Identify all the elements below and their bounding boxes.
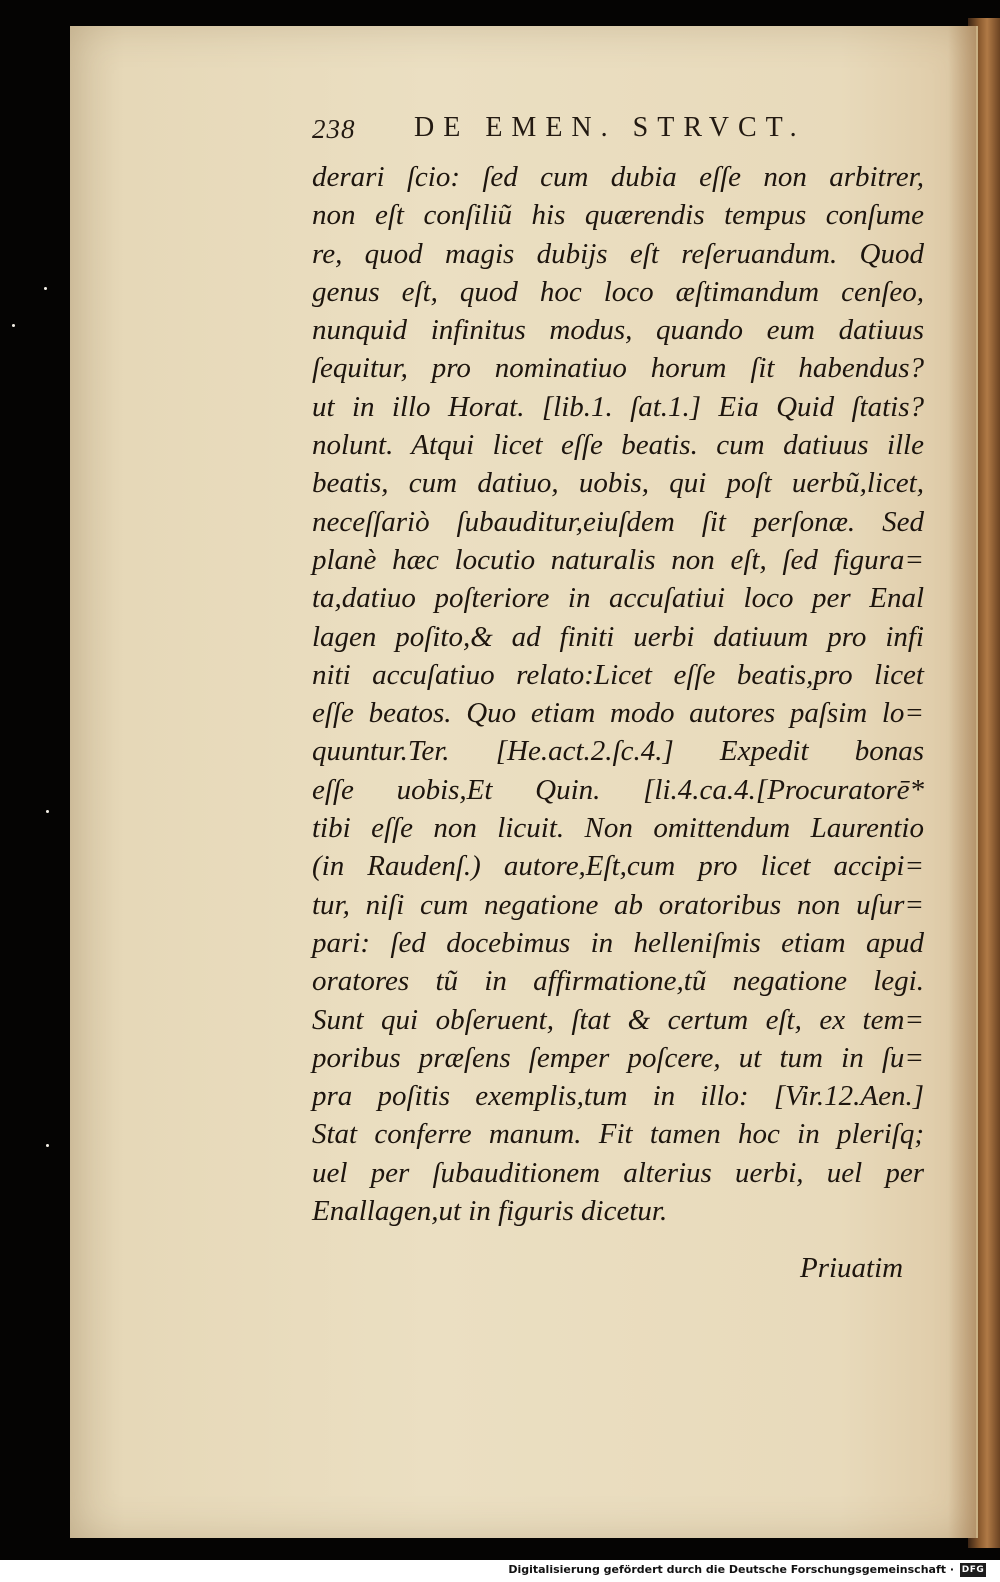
text-line: quuntur.Ter. [He.act.2.ſc.4.] Expedit bonas: [312, 735, 924, 768]
text-line: tibi eſſe non licuit. Non omittendum Laurentio: [312, 812, 924, 845]
dust-speck: [46, 810, 49, 813]
text-line: pari: ſed docebimus in helleniſmis etiam apud: [312, 926, 924, 959]
running-title: DE EMEN. STRVCT.: [414, 112, 806, 143]
text-line: Enallagen,ut in figuris dicetur.: [312, 1195, 668, 1228]
text-line: nolunt. Atqui licet eſſe beatis. cum datiuus ille: [312, 429, 924, 462]
text-line: nunquid infinitus modus, quando eum datiuus: [312, 314, 924, 347]
body-text: [312, 158, 924, 1230]
text-line: ſequitur, pro nominatiuo horum ſit habendus?: [312, 352, 924, 385]
text-line: Sunt qui obſeruent, ſtat & certum eſt, ex tem=: [312, 1003, 924, 1036]
text-line: pra poſitis exemplis,tum in illo: [Vir.12.Aen.]: [312, 1080, 924, 1113]
text-line: ta,datiuo poſteriore in accuſatiui loco per Enal: [312, 582, 924, 615]
dust-speck: [46, 1144, 49, 1147]
text-line: beatis, cum datiuo, uobis, qui poſt uerbũ,licet,: [312, 467, 924, 500]
text-line: derari ſcio: ſed cum dubia eſſe non arbitrer,: [312, 161, 924, 193]
catchword: Priuatim: [800, 1252, 904, 1284]
text-line: uel per ſubauditionem alterius uerbi, uel per: [312, 1156, 924, 1189]
page-number: 238: [312, 114, 356, 144]
text-line: neceſſariò ſubauditur,eiuſdem ſit perſonæ. Sed: [312, 505, 924, 538]
dfg-logo: DFG: [961, 1565, 985, 1575]
text-line: poribus præſens ſemper poſcere, ut tum in ſu=: [312, 1041, 924, 1074]
text-line: non eſt conſiliũ his quærendis tempus conſume: [312, 199, 924, 232]
text-line: niti accuſatiuo relato:Licet eſſe beatis,pro licet: [312, 658, 924, 691]
text-line: eſſe uobis,Et Quin. [li.4.ca.4.[Procuratorē*: [312, 773, 924, 806]
dust-speck: [12, 324, 15, 327]
text-line: (in Raudenſ.) autore,Eſt,cum pro licet accipi=: [312, 850, 924, 883]
text-line: tur, niſi cum negatione ab oratoribus non uſur=: [312, 888, 924, 921]
text-line: lagen poſito,& ad finiti uerbi datiuum pro infi: [312, 620, 924, 653]
text-line: planè hæc locutio naturalis non eſt, ſed figura=: [312, 543, 924, 576]
footer-bar: [0, 1560, 1000, 1582]
text-line: re, quod magis dubijs eſt reſeruandum. Quod: [312, 237, 924, 270]
page-edge-shadow: [948, 26, 976, 1538]
text-line: genus eſt, quod hoc loco æſtimandum cenſeo,: [312, 275, 924, 308]
text-line: eſſe beatos. Quo etiam modo autores paſsim lo=: [312, 697, 924, 730]
footer-credit: Digitalisierung gefördert durch die Deutsche Forschungsgemeinschaft ·: [508, 1563, 954, 1576]
dust-speck: [44, 287, 47, 290]
running-head: [312, 112, 832, 148]
text-line: Stat conferre manum. Fit tamen hoc in pleriſq;: [312, 1118, 924, 1151]
text-line: ut in illo Horat. [lib.1. ſat.1.] Eia Quid ſtatis?: [312, 390, 924, 423]
text-line: oratores tũ in affirmatione,tũ negatione legi.: [312, 965, 924, 998]
